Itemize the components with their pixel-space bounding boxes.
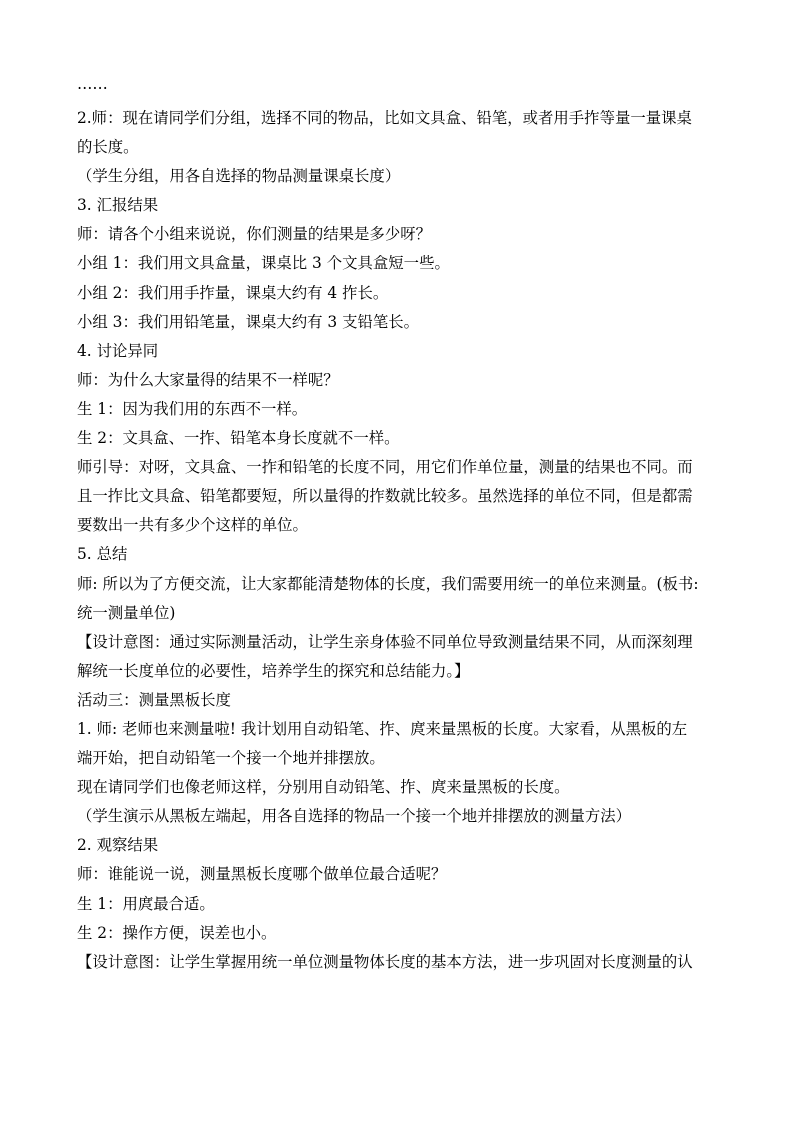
- text-line: （学生演示从黑板左端起，用各自选择的物品一个接一个地并排摆放的测量方法）: [77, 807, 632, 826]
- ellipsis-line: ……: [77, 75, 108, 93]
- text-line: 生 2：操作方便，误差也小。: [77, 923, 277, 942]
- text-line: 师: 所以为了方便交流，让大家都能清楚物体的长度，我们需要用统一的单位来测量。(板书:: [77, 574, 699, 593]
- section-heading: 3. 汇报结果: [77, 196, 159, 215]
- text-line: 的长度。: [77, 138, 139, 157]
- text-line: 师引导：对呀，文具盒、一拃和铅笔的长度不同，用它们作单位量，测量的结果也不同。而: [77, 458, 693, 477]
- text-line: 现在请同学们也像老师这样，分别用自动铅笔、拃、庹来量黑板的长度。: [77, 778, 570, 797]
- text-line: 要数出一共有多少个这样的单位。: [77, 516, 308, 535]
- text-line: （学生分组，用各自选择的物品测量课桌长度）: [77, 167, 401, 186]
- text-line: 生 1：因为我们用的东西不一样。: [77, 399, 308, 418]
- section-heading: 5. 总结: [77, 545, 128, 564]
- document-body: [77, 73, 717, 977]
- text-line: 小组 2：我们用手拃量，课桌大约有 4 拃长。: [77, 283, 389, 302]
- text-line: 端开始，把自动铅笔一个接一个地并排摆放。: [77, 749, 385, 768]
- text-line: 师：为什么大家量得的结果不一样呢？: [77, 370, 339, 389]
- section-heading: 2. 观察结果: [77, 836, 159, 855]
- text-line: 生 1：用庹最合适。: [77, 894, 215, 913]
- text-line: 统一测量单位): [77, 603, 176, 622]
- design-intent-line: 解统一长度单位的必要性，培养学生的探究和总结能力。】: [77, 661, 470, 680]
- text-line: 2.师：现在请同学们分组，选择不同的物品，比如文具盒、铅笔，或者用手拃等量一量课桌: [77, 109, 692, 127]
- text-line: 且一拃比文具盒、铅笔都要短，所以量得的拃数就比较多。虽然选择的单位不同，但是都需: [77, 487, 693, 506]
- text-line: 师：谁能说一说，测量黑板长度哪个做单位最合适呢？: [77, 865, 447, 884]
- text-line: 小组 1：我们用文具盒量，课桌比 3 个文具盒短一些。: [77, 254, 450, 273]
- design-intent-line: 【设计意图：让学生掌握用统一单位测量物体长度的基本方法，进一步巩固对长度测量的认: [77, 952, 693, 971]
- design-intent-line: 【设计意图：通过实际测量活动，让学生亲身体验不同单位导致测量结果不同，从而深刻理: [77, 632, 693, 651]
- section-heading: 4. 讨论异同: [77, 341, 159, 360]
- activity-heading: 活动三：测量黑板长度: [77, 690, 231, 709]
- text-line: 1. 师: 老师也来测量啦! 我计划用自动铅笔、拃、庹来量黑板的长度。大家看，从黑板的左: [77, 719, 688, 738]
- text-line: 师：请各个小组来说说，你们测量的结果是多少呀？: [77, 225, 431, 244]
- text-line: 小组 3：我们用铅笔量，课桌大约有 3 支铅笔长。: [77, 312, 420, 331]
- text-line: 生 2：文具盒、一拃、铅笔本身长度就不一样。: [77, 429, 400, 448]
